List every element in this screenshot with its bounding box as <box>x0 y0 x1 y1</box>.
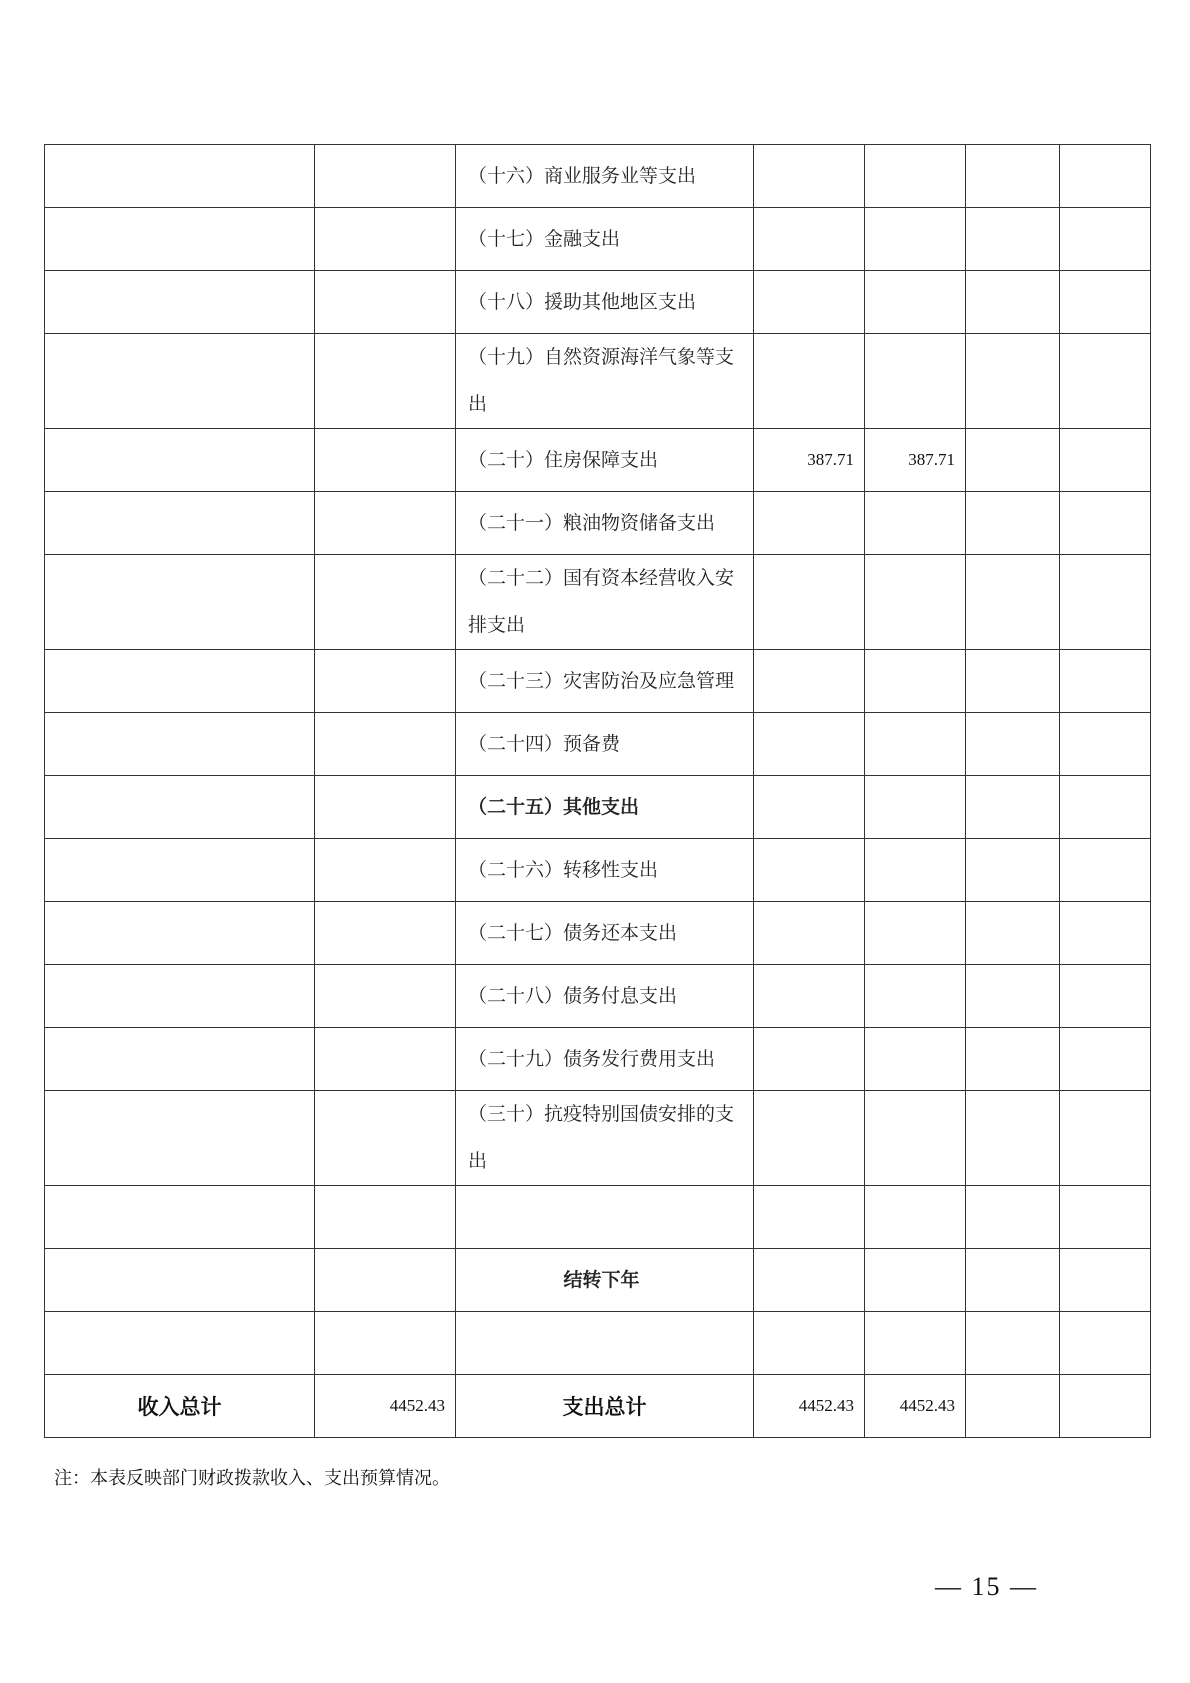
expense-total-cell <box>754 271 865 334</box>
expense-capital-cell <box>1060 1249 1151 1312</box>
income-total-value: 4452.43 <box>315 1375 456 1438</box>
expense-item-cell: （三十）抗疫特别国债安排的支出 <box>456 1091 754 1186</box>
expense-total-cell <box>754 334 865 429</box>
expense-item-cell: （二十七）债务还本支出 <box>456 902 754 965</box>
income-amount-cell <box>315 1028 456 1091</box>
expense-fund-cell <box>966 334 1060 429</box>
expense-item-cell: （二十）住房保障支出 <box>456 429 754 492</box>
expense-item-cell: （十九）自然资源海洋气象等支出 <box>456 334 754 429</box>
income-amount-cell <box>315 145 456 208</box>
expense-capital-cell <box>1060 208 1151 271</box>
expense-item-cell: （二十三）灾害防治及应急管理 <box>456 650 754 713</box>
expense-item-cell: （十七）金融支出 <box>456 208 754 271</box>
income-item-cell <box>45 713 315 776</box>
expense-item-cell: （二十八）债务付息支出 <box>456 965 754 1028</box>
expense-total-cell <box>754 713 865 776</box>
income-item-cell <box>45 650 315 713</box>
table-row <box>45 429 1151 492</box>
expense-capital-cell <box>1060 1091 1151 1186</box>
expense-fund-cell <box>966 1028 1060 1091</box>
income-total-label: 收入总计 <box>45 1375 315 1438</box>
expense-fund-cell <box>966 839 1060 902</box>
table-row <box>45 839 1151 902</box>
table-row <box>45 902 1151 965</box>
income-item-cell <box>45 965 315 1028</box>
expense-total-cell: 387.71 <box>754 429 865 492</box>
income-amount-cell <box>315 776 456 839</box>
income-item-cell <box>45 1312 315 1375</box>
expense-total-cell <box>754 145 865 208</box>
expense-general-budget-cell <box>865 839 966 902</box>
expense-capital-cell <box>1060 776 1151 839</box>
income-amount-cell <box>315 1312 456 1375</box>
page-number: — 15 — <box>935 1572 1038 1601</box>
expense-total-cell <box>754 208 865 271</box>
expense-general-budget-cell: 387.71 <box>865 429 966 492</box>
expense-total-cell <box>754 1186 865 1249</box>
expense-total-cell <box>754 902 865 965</box>
expense-item-cell <box>456 1312 754 1375</box>
expense-item-cell: （二十六）转移性支出 <box>456 839 754 902</box>
expense-fund-cell <box>966 429 1060 492</box>
table-note: 注：本表反映部门财政拨款收入、支出预算情况。 <box>54 1468 450 1489</box>
expense-general-budget-total-value: 4452.43 <box>865 1375 966 1438</box>
expense-total-cell <box>754 1312 865 1375</box>
income-item-cell <box>45 208 315 271</box>
expense-item-cell: （二十二）国有资本经营收入安排支出 <box>456 555 754 650</box>
expense-fund-cell <box>966 208 1060 271</box>
income-amount-cell <box>315 271 456 334</box>
expense-total-cell <box>754 650 865 713</box>
expense-general-budget-cell <box>865 713 966 776</box>
table-row <box>45 713 1151 776</box>
expense-capital-cell <box>1060 713 1151 776</box>
table-row <box>45 492 1151 555</box>
expense-capital-cell <box>1060 555 1151 650</box>
income-item-cell <box>45 1091 315 1186</box>
expense-capital-cell <box>1060 902 1151 965</box>
income-item-cell <box>45 839 315 902</box>
income-item-cell <box>45 145 315 208</box>
expense-item-cell: （二十五）其他支出 <box>456 776 754 839</box>
expense-general-budget-cell <box>865 208 966 271</box>
budget-table <box>44 144 1151 1438</box>
income-amount-cell <box>315 1249 456 1312</box>
expense-capital-cell <box>1060 1375 1151 1438</box>
table-row <box>45 1186 1151 1249</box>
expense-total-cell <box>754 839 865 902</box>
income-item-cell <box>45 271 315 334</box>
expense-capital-cell <box>1060 429 1151 492</box>
table-row <box>45 965 1151 1028</box>
expense-total-cell <box>754 1249 865 1312</box>
expense-capital-cell <box>1060 145 1151 208</box>
expense-total-label: 支出总计 <box>456 1375 754 1438</box>
expense-total-cell <box>754 965 865 1028</box>
expense-capital-cell <box>1060 492 1151 555</box>
carryover-label: 结转下年 <box>456 1249 754 1312</box>
expense-general-budget-cell <box>865 1312 966 1375</box>
table-row <box>45 650 1151 713</box>
table-row <box>45 145 1151 208</box>
income-amount-cell <box>315 839 456 902</box>
table-row <box>45 208 1151 271</box>
expense-item-cell: （二十九）债务发行费用支出 <box>456 1028 754 1091</box>
income-item-cell <box>45 776 315 839</box>
expense-item-cell: （二十四）预备费 <box>456 713 754 776</box>
expense-fund-cell <box>966 965 1060 1028</box>
expense-fund-cell <box>966 1091 1060 1186</box>
expense-fund-cell <box>966 492 1060 555</box>
expense-item-cell <box>456 1186 754 1249</box>
table-row <box>45 555 1151 650</box>
income-amount-cell <box>315 650 456 713</box>
expense-capital-cell <box>1060 965 1151 1028</box>
table-row <box>45 271 1151 334</box>
expense-general-budget-cell <box>865 776 966 839</box>
income-item-cell <box>45 1186 315 1249</box>
expense-total-value: 4452.43 <box>754 1375 865 1438</box>
income-item-cell <box>45 1249 315 1312</box>
expense-capital-cell <box>1060 839 1151 902</box>
expense-general-budget-cell <box>865 555 966 650</box>
income-item-cell <box>45 1028 315 1091</box>
income-item-cell <box>45 492 315 555</box>
expense-general-budget-cell <box>865 965 966 1028</box>
income-item-cell <box>45 555 315 650</box>
income-amount-cell <box>315 713 456 776</box>
expense-general-budget-cell <box>865 145 966 208</box>
income-amount-cell <box>315 492 456 555</box>
expense-general-budget-cell <box>865 334 966 429</box>
expense-fund-cell <box>966 650 1060 713</box>
expense-capital-cell <box>1060 1312 1151 1375</box>
table-row <box>45 1312 1151 1375</box>
expense-general-budget-cell <box>865 1091 966 1186</box>
table-row <box>45 1028 1151 1091</box>
expense-capital-cell <box>1060 271 1151 334</box>
expense-capital-cell <box>1060 1186 1151 1249</box>
expense-fund-cell <box>966 555 1060 650</box>
expense-fund-cell <box>966 902 1060 965</box>
table-row <box>45 776 1151 839</box>
expense-total-cell <box>754 1091 865 1186</box>
expense-total-cell <box>754 776 865 839</box>
expense-fund-cell <box>966 145 1060 208</box>
table-row <box>45 1091 1151 1186</box>
expense-fund-cell <box>966 1375 1060 1438</box>
income-item-cell <box>45 429 315 492</box>
expense-general-budget-cell <box>865 650 966 713</box>
expense-capital-cell <box>1060 334 1151 429</box>
expense-total-cell <box>754 492 865 555</box>
income-amount-cell <box>315 1186 456 1249</box>
income-amount-cell <box>315 555 456 650</box>
expense-capital-cell <box>1060 650 1151 713</box>
expense-general-budget-cell <box>865 492 966 555</box>
expense-item-cell: （二十一）粮油物资储备支出 <box>456 492 754 555</box>
expense-general-budget-cell <box>865 902 966 965</box>
expense-general-budget-cell <box>865 271 966 334</box>
expense-fund-cell <box>966 776 1060 839</box>
income-amount-cell <box>315 334 456 429</box>
expense-item-cell: （十六）商业服务业等支出 <box>456 145 754 208</box>
income-amount-cell <box>315 902 456 965</box>
expense-general-budget-cell <box>865 1186 966 1249</box>
income-amount-cell <box>315 1091 456 1186</box>
income-item-cell <box>45 902 315 965</box>
total-row <box>45 1375 1151 1438</box>
expense-item-cell: （十八）援助其他地区支出 <box>456 271 754 334</box>
expense-capital-cell <box>1060 1028 1151 1091</box>
expense-total-cell <box>754 1028 865 1091</box>
expense-fund-cell <box>966 1186 1060 1249</box>
expense-fund-cell <box>966 1312 1060 1375</box>
table-row <box>45 1249 1151 1312</box>
expense-general-budget-cell <box>865 1249 966 1312</box>
income-item-cell <box>45 334 315 429</box>
expense-fund-cell <box>966 713 1060 776</box>
income-amount-cell <box>315 965 456 1028</box>
expense-fund-cell <box>966 1249 1060 1312</box>
expense-general-budget-cell <box>865 1028 966 1091</box>
expense-fund-cell <box>966 271 1060 334</box>
table-row <box>45 334 1151 429</box>
income-amount-cell <box>315 429 456 492</box>
income-amount-cell <box>315 208 456 271</box>
expense-total-cell <box>754 555 865 650</box>
